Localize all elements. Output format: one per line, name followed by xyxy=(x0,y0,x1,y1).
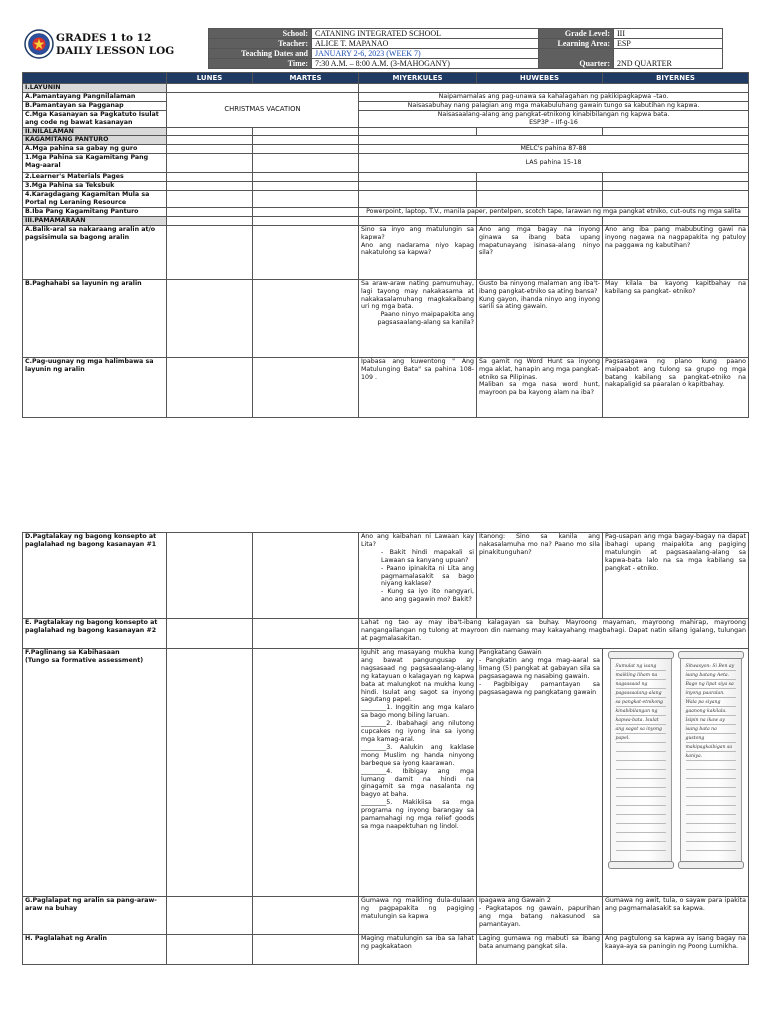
lesson-log-page-1 xyxy=(22,28,748,418)
grade-label: Grade Level: xyxy=(539,29,614,39)
scroll-image-left xyxy=(610,653,672,867)
paglinang-miy-item-1: ________1. Inggitin ang mga kalaro sa bago mong biling laruan. xyxy=(361,704,474,720)
kasanayan-text: Naisasaalang-alang ang pangkat-etnikong kinabibilangan ng kapwa bata. xyxy=(437,110,670,118)
row-label-paghahabi: B.Paghahabi sa layunin ng aralin xyxy=(23,279,167,357)
time-label: Time: xyxy=(209,59,312,69)
pagtalakay-1-biy: Pag-usapan ang mga bagay-bagay na dapat ibahagi upang maipakita ang pagiging matulungin at pagsasaalang-alang sa kapwa-bata lalo na sa mga kabilang sa pangkat - etniko. xyxy=(603,533,749,619)
row-label-pamantayan-sa-pagganap: B.Pamantayan sa Pagganap xyxy=(23,101,167,110)
pagtalakay-1-miy-3: - Paano ipinakita ni Lita ang pagmamalasakit sa bago niyang kaklase? xyxy=(381,564,474,588)
balik-aral-miy-2: Ano ang nadarama niyo kapag nakatulong sa kapwa? xyxy=(361,241,474,257)
row-label-pagtalakay-2: E. Pagtalakay ng bagong konsepto at paglalahad ng bagong kasanayan #2 xyxy=(23,619,167,649)
paglalapat-huw-title: Ipagawa ang Gawain 2 xyxy=(479,897,551,904)
balik-aral-huw: Ano ang mga bagay na inyong ginawa sa ibang bata upang mapatunayang isinasa-alang ninyo sila? xyxy=(477,225,603,279)
paglinang-miy-item-3: ________3. Aalukin ang kaklase mong Muslim ng handa ninyong barbeque sa iyong kaarawan. xyxy=(361,743,474,767)
pagtalakay-1-huw: Itanong: Sino sa kanila ang nakasalamuha mo na? Paano mo sila pinakitunguhan? xyxy=(477,533,603,619)
row-label-kagamitang-mag-aaral: 1.Mga Pahina sa Kagamitang Pang Mag-aaral xyxy=(23,154,167,173)
day-header-huwebes: HUWEBES xyxy=(477,73,603,84)
row-label-formative: (Tungo sa formative assessment) xyxy=(25,656,144,664)
school-value: CATANING INTEGRATED SCHOOL xyxy=(312,29,539,39)
paglinang-huw-title: Pangkatang Gawain xyxy=(479,649,542,656)
paglinang-huw-2: - Pagbibigay pamantayan sa pagsasagawa ng pangkatang gawain xyxy=(479,680,600,696)
quarter-label: Quarter: xyxy=(539,49,614,69)
row-label-paglalahat: H. Paglalahat ng Aralin xyxy=(23,935,167,965)
row-label-gabay-guro: A.Mga pahina sa gabay ng guro xyxy=(23,145,167,154)
lesson-table-part-1 xyxy=(22,72,749,418)
pagtalakay-1-miy-4: - Kung sa iyo ito nangyari, ano ang gagawin mo? Bakit? xyxy=(381,588,474,604)
row-label-paglalapat: G.Paglalapat ng aralin sa pang-araw-araw na buhay xyxy=(23,897,167,935)
pagtalakay-1-miy-2: - Bakit hindi mapakali si Lawaan sa kanyang upuan? xyxy=(381,548,474,564)
area-value: ESP xyxy=(614,39,723,49)
corner-header xyxy=(23,73,167,84)
paglinang-miy-item-4: ________4. Ibibigay ang mga lumang damit na hindi na ginagamit sa mga nasalanta ng bagyo at baha. xyxy=(361,767,474,799)
kasanayan-code: ESP3P – IIf-g-16 xyxy=(529,118,578,126)
document-title xyxy=(56,32,174,58)
balik-aral-biy: Ano ang iba pang mabubuting gawi na inyong nagawa na nagpapakita ng patuloy na paggawa ng kabutihan? xyxy=(603,225,749,279)
row-label-pag-uugnay: C.Pag-uugnay ng mga halimbawa sa layunin ng aralin xyxy=(23,357,167,417)
letter-scroll-images xyxy=(606,653,745,867)
time-value: 7:30 A.M. – 8:00 A.M. (3-MAHOGANY) xyxy=(312,59,539,69)
paglalapat-huw: - Pagkatapos ng gawain, papurihan ang mga batang nakasunod sa pamantayan. xyxy=(479,904,600,928)
day-header-martes: MARTES xyxy=(253,73,359,84)
section-layunin: I.LAYUNIN xyxy=(23,84,167,93)
row-label-iba-pang-kagamitan: B.Iba Pang Kagamitang Panturo xyxy=(23,207,167,216)
day-header-biyernes: BIYERNES xyxy=(603,73,749,84)
pamantayan-sa-pagganap-text: Naisasabuhay nang palagian ang mga makabuluhang gawain tungo sa kabutihan ng kapwa. xyxy=(359,101,749,110)
christmas-vacation: CHRISTMAS VACATION xyxy=(167,92,359,127)
scroll-text-right: Sitwasyon: Si Ben ay isang batang Aeta. Bago ng lipat siya sa inyong paaralan. Wala pa siyang gaanong kakilala. Isipin na ikaw ay isang bata na gustong makipagkaibigan sa kaniya. xyxy=(686,662,736,858)
row-label-teksbuk: 3.Mga Pahina sa Teksbuk xyxy=(23,182,167,191)
section-nilalaman: II.NILALAMAN xyxy=(23,127,167,136)
teacher-label: Teacher: xyxy=(209,39,312,49)
pagtalakay-2-text: Lahat ng tao ay may iba't-ibang kalagayan sa buhay. Mayroong mayaman, mayroong mahirap, mayroong nangangailangan ng tulong at mayroon din namang may kakayahang magbahagi. Dapat natin silang igalang, tulungan at pagmalasakitan. xyxy=(359,619,749,649)
dates-value: JANUARY 2-6, 2023 (WEEK 7) xyxy=(312,49,539,59)
section-pamamaraan: III.PAMAMARAAN xyxy=(23,216,167,225)
area-label: Learning Area: xyxy=(539,39,614,49)
row-label-paglinang: F.Paglinang sa Kabihasaan xyxy=(25,649,120,656)
title-daily-lesson-log: DAILY LESSON LOG xyxy=(56,45,175,57)
school-label: School: xyxy=(209,29,312,39)
pamantayang-pangnilalaman-text: Naipamamalas ang pag-unawa sa kahalagahan ng pakikipagkapwa –tao. xyxy=(359,92,749,101)
row-label-karagdagang-kagamitan: 4.Karagdagang Kagamitan Mula sa Portal ng Leraning Resource xyxy=(23,191,167,208)
pag-uugnay-huw-1: Sa gamit ng Word Hunt sa inyong mga aklat, hanapin ang mga pangkat-etniko sa Pilipinas. xyxy=(479,357,600,381)
day-header-lunes: LUNES xyxy=(167,73,253,84)
paghahabi-huw-1: Gusto ba ninyong malaman ang iba't-ibang pangkat-etniko sa ating bansa? xyxy=(479,279,600,295)
day-header-miyerkules: MIYERKULES xyxy=(359,73,477,84)
lesson-log-page-2 xyxy=(22,532,748,965)
balik-aral-miy-1: Sino sa inyo ang matulungin sa kapwa? xyxy=(361,225,474,241)
title-grades: GRADES 1 to 12 xyxy=(56,32,152,44)
paghahabi-miy-1: Sa araw-araw nating pamumuhay, lagi tayong may nakakasama at nakakasalamuhang magkakaibang uri ng mga bata. xyxy=(361,279,474,311)
paglinang-miy-item-2: ________2. Ibabahagi ang nilutong cupcakes ng iyong ina sa iyong mga kamag-aral. xyxy=(361,720,474,743)
pag-uugnay-huw-2: Maliban sa mga nasa word hunt, mayroon pa ba kayong alam na iba? xyxy=(479,381,600,397)
paghahabi-miy-2: Paano ninyo maipapakita ang pagsasaalang-alang sa kanila? xyxy=(377,311,474,327)
iba-pang-kagamitan-text: Powerpoint, laptop, T.V., manila paper, pentelpen, scotch tape, larawan ng mga pangkat etniko, cut-outs ng mga salita xyxy=(359,207,749,216)
row-label-pamantayang-pangnilalaman: A.Pamantayang Pangnilalaman xyxy=(23,92,167,101)
kagamitang-mag-aaral-text: LAS pahina 15-18 xyxy=(359,154,749,173)
gabay-guro-text: MELC's pahina 87-88 xyxy=(359,145,749,154)
paghahabi-biy: May kilala ba kayong kapitbahay na kabilang sa pangkat- etniko? xyxy=(603,279,749,357)
dates-label: Teaching Dates and xyxy=(209,49,312,59)
pagtalakay-1-miy-1: Ano ang kaibahan ni Lawaan kay Lita? xyxy=(361,533,474,548)
school-info-table xyxy=(208,28,723,69)
deped-seal-icon xyxy=(24,29,54,59)
grade-value: III xyxy=(614,29,723,39)
paglalapat-biy: Gumawa ng awit, tula, o sayaw para ipakita ang pagmamalasakit sa kapwa. xyxy=(603,897,749,935)
row-label-balik-aral: A.Balik-aral sa nakaraang aralin at/o pagsisimula sa bagong aralin xyxy=(23,225,167,279)
scroll-text-left: Sumulat ng isang maikling liham na nagsasaad ng pagsasaalang-alang sa pangkat-etnikong kinabibilangan ng kapwa-bata. Isulat ang sagot sa inyong papel. xyxy=(616,662,666,858)
row-label-learners-materials: 2.Learner's Materials Pages xyxy=(23,173,167,182)
quarter-value: 2ND QUARTER xyxy=(614,49,723,69)
document-header xyxy=(22,28,748,72)
paglinang-miy-instruction: Iguhit ang masayang mukha kung ang bawat pangungusap ay nagsasaad ng pagsasaalang-alang ng katayuan o kalagayan ng kapwa bata at malungkot na mukha kung hindi. Isulat ang sagot sa inyong sagutang papel. xyxy=(361,649,474,704)
row-label-kasanayan: C.Mga Kasanayan sa Pagkatuto Isulat ang code ng bawat kasanayan xyxy=(23,110,167,127)
paglalahat-biy: Ang pagtulong sa kapwa ay isang bagay na kaaya-aya sa paningin ng Poong Lumikha. xyxy=(603,935,749,965)
pag-uugnay-miy: Ipabasa ang kuwentong " Ang Matulunging Bata" sa pahina 108-109 . xyxy=(359,357,477,417)
paglalahat-miy: Maging matulungin sa iba sa lahat ng pagkakataon xyxy=(359,935,477,965)
paglalapat-miy: Gumawa ng maikling dula-dulaan ng pagpapakita ng pagiging matulungin sa kapwa xyxy=(359,897,477,935)
pag-uugnay-biy: Pagsasagawa ng plano kung paano maipaabot ang tulong sa grupo ng mga batang kabilang sa pangkat-etniko na nakapaligid sa paaralan o kapitbahay. xyxy=(603,357,749,417)
section-kagamitan: KAGAMITANG PANTURO xyxy=(23,136,167,145)
paghahabi-huw-2: Kung gayon, ihanda ninyo ang inyong sarili sa ating gawain. xyxy=(479,295,600,311)
paglalahat-huw: Laging gumawa ng mabuti sa ibang bata anumang pangkat sila. xyxy=(477,935,603,965)
scroll-image-right xyxy=(680,653,742,867)
lesson-table-part-2 xyxy=(22,532,749,965)
teacher-value: ALICE T. MAPANAO xyxy=(312,39,539,49)
paglinang-miy-item-5: ________5. Makikiisa sa mga programa ng inyong barangay sa pamamahagi ng mga relief goods sa mga naapektuhan ng lindol. xyxy=(361,799,474,830)
paglinang-huw-1: - Pangkatin ang mga mag-aaral sa limang (5) pangkat at gabayan sila sa pagsasagawa ng nasabing gawain. xyxy=(479,656,600,680)
row-label-pagtalakay-1: D.Pagtalakay ng bagong konsepto at paglalahad ng bagong kasanayan #1 xyxy=(23,533,167,619)
